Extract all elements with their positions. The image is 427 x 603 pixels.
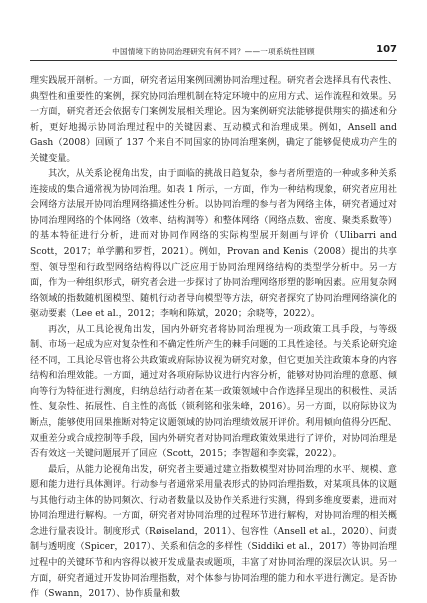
paragraph-continued: 理实践展开剖析。一方面，研究者运用案例回溯协同治理过程。研究者会选择具有代表性、典型性和重要性的案例，探究协同治理机制在特定环境中的应用方式、运作流程和效果。另一方面，研究者还会依据专门案例发展相关理论。因为案例研究法能够提供翔实的描述和分析，更好地揭示协同治理过程中的关键因素、互动模式和治理成果。例如，Ansell and Gash（2008）回顾了 137 个来自不同国家的协同治理案例，确定了能够促使成功产生的关键变量。 — [30, 76, 397, 164]
page-number: 107 — [376, 44, 397, 55]
paragraph-relational-perspective: 其次，从关系论视角出发，由于面临的挑战日趋复杂，参与者所塑造的一种或多种关系连接成的集合通常视为协同治理。如表 1 所示，一方面，作为一种结构现象，研究者应用社会网络方法展开协同治理网络描述性分析。以协同治理的参与者为网络主体，研究者通过对协同治理网络的个体网络（效率、结构洞等）和整体网络（网络点数、密度、聚类系数等）的基本特征进行分析，进而对协同作网络的实际构型展开刻画与评价（Ulibarri and Scott，2017；单学鹏和罗哲，2021）。例如，Provan and Kenis（2008）提出的共享型、领导型和行政型网络结构得以广泛应用于协同治理网络结构的类型学分析中。另一方面，作为一种组织形式，研究者会进一步探讨了协同治理网络形塑的影响因素。应用复杂网络领域的指数随机图模型、随机行动者导向模型等方法，研究者探究了协同治理网络演化的驱动要素（Lee et al.，2012；李响和陈斌，2020；余晓等，2022）。 — [30, 169, 397, 320]
page-header — [30, 44, 397, 61]
body-text — [30, 74, 397, 603]
paragraph-instrumental-perspective: 再次，从工具论视角出发，国内外研究者将协同治理视为一项政策工具手段，与等级制、市场一起成为应对复杂性和不确定性所产生的棘手问题的工具性途径。与关系论研究途径不同，工具论尽管也将公共政策或府际协议视为研究对象，但它更加关注政策本身的内容结构和治理效能。一方面，通过对各项府际协议进行内容分析，能够对协同治理的意愿、倾向等行为特征进行测度，归纳总结行动者在某一政策领域中合作选择呈现出的积极性、灵活性、复杂性、拓展性、自主性的高低（锁利铭和张朱峰，2016）。另一方面，以府际协议为断点，能够使用回果推断对特定议题领域的协同治理绩效展开评价。利用倾向值得分匹配、双重差分或合成控制等手段，国内外研究者对协同治理政策效果进行了评价，对协同治理是否有效这一关键问题展开了回应（Scott，2015；李智超和李奕霖，2022）。 — [30, 324, 397, 460]
running-title: 中国情境下的协同治理研究有何不同？——一项系统性回顾 — [112, 47, 315, 56]
paragraph-capacity-perspective: 最后，从能力论视角出发，研究者主要通过建立指数模型对协同治理的水平、规模、意愿和能力进行具体测评。行动参与者通常采用量表形式的协同治理指数，对某项具体的议题与其他行动主体的协同频次、行动者数量以及协作关系进行实测，得到多维度要素，进而对协同治理进行解构。一方面，研究者对协同治理的过程环节进行解构，对协同治理的相关概念进行量表设计。制度形式（Røiseland，2011）、包容性（Ansell et al.，2020）、问责制与透明度（Spicer，2017）、关系和信念的多样性（Siddiki et al.，2017）等协同治理过程中的关键环节和内容得以被开发成量表或题项，丰富了对协同治理的深层次认识。另一方面，研究者通过开发协同治理指数，对个体参与协同治理的能力和水平进行测定。是否协作（Swann，2017）、协作质量和数 — [30, 464, 397, 600]
